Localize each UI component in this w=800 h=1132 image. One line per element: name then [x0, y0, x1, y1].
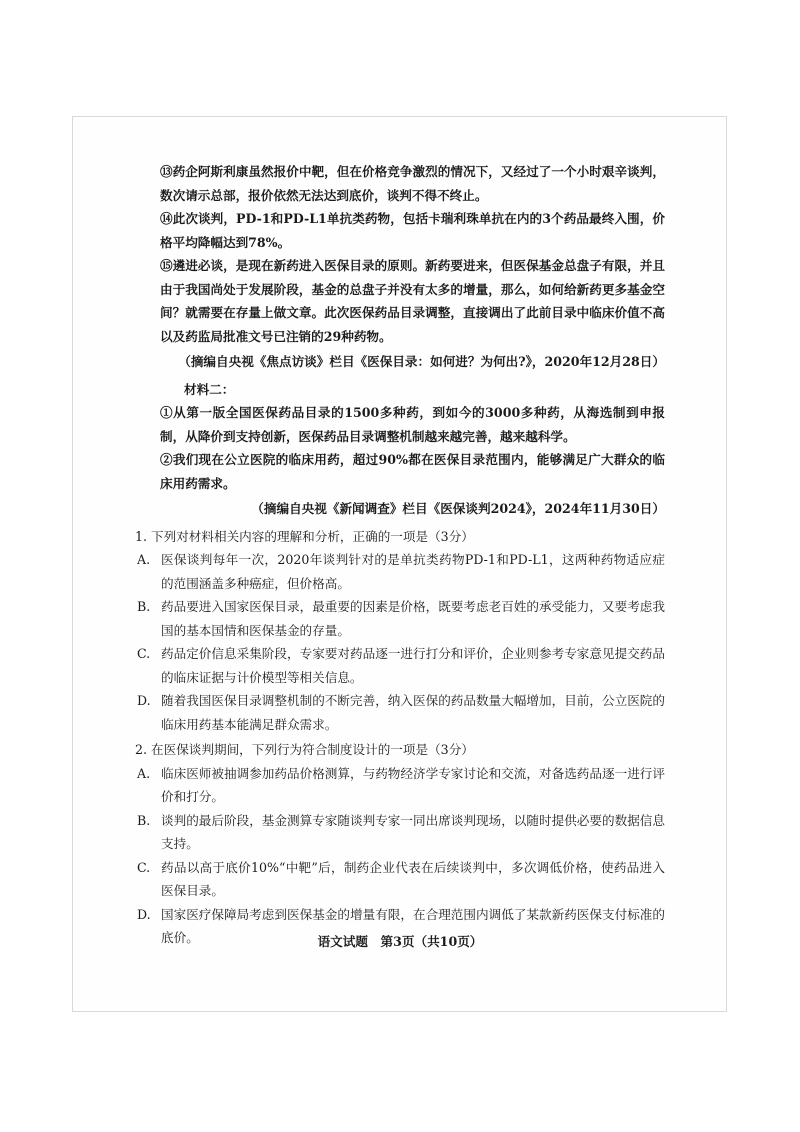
question-2-stem: 2. 在医保谈判期间，下列行为符合制度设计的一项是（3分） — [135, 742, 474, 757]
option-text: 药品要进入国家医保目录，最重要的因素是价格，既要考虑老百姓的承受能力，又要考虑我国的基本国情和医保基金的存量。 — [161, 599, 665, 638]
option-letter: C. — [137, 859, 151, 875]
paragraph-14: ⑭此次谈判，PD-1和PD-L1单抗类药物，包括卡瑞利珠单抗在内的3个药品最终入围，价格平均降幅达到78%。 — [160, 211, 665, 250]
option-text: 国家医疗保障局考虑到医保基金的增量有限，在合理范围内调低了某款新药医保支付标准的底价。 — [161, 906, 665, 945]
option-letter: D. — [137, 906, 151, 922]
question-2-option-c — [137, 856, 665, 903]
option-letter: B. — [137, 812, 151, 828]
material-2-paragraph-2: ②我们现在公立医院的临床用药，超过90%都在医保目录范围内，能够满足广大群众的临床用药需求。 — [160, 452, 665, 491]
source-citation-2: （摘编自央视《新闻调查》栏目《医保谈判2024》，2024年11月30日） — [251, 501, 665, 516]
paragraph-15: ⑮遴进必谈，是现在新药进入医保目录的原则。新药要进来，但医保基金总盘子有限，并且由于我国尚处于发展阶段，基金的总盘子并没有太多的增量，那么，如何给新药更多基金空间？就需要在存量上做文章。此次医保药品目录调整，直接调出了此前目录中临床价值不高以及药监局批准文号已注销的29种药物。 — [160, 258, 665, 344]
option-text: 谈判的最后阶段，基金测算专家随谈判专家一同出席谈判现场，以随时提供必要的数据信息支持。 — [161, 812, 665, 851]
option-letter: B. — [137, 599, 151, 614]
option-text: 药品以高于底价10%“中靶”后，制药企业代表在后续谈判中，多次调低价格，使药品进入医保目录。 — [161, 859, 665, 898]
question-1-option-d — [137, 689, 665, 736]
source-citation-1: （摘编自央视《焦点访谈》栏目《医保目录：如何进？为何出?》，2020年12月28日） — [178, 354, 665, 369]
option-letter: A. — [137, 552, 151, 567]
question-1-option-c — [137, 642, 665, 689]
material-2-paragraph-1: ①从第一版全国医保药品目录的1500多种药，到如今的3000多种药，从海选制到申报制，从降价到支持创新，医保药品目录调整机制越来越完善，越来越科学。 — [160, 405, 665, 444]
question-1-option-a — [137, 548, 665, 595]
material-2-heading: 材料二： — [184, 381, 235, 397]
question-1-option-b — [137, 595, 665, 642]
option-text: 随着我国医保目录调整机制的不断完善，纳入医保的药品数量大幅增加，目前，公立医院的临床用药基本能满足群众需求。 — [161, 693, 665, 732]
question-2-option-a — [137, 762, 665, 809]
option-letter: A. — [137, 765, 151, 781]
question-2-option-b — [137, 809, 665, 856]
paragraph-13: ⑬药企阿斯利康虽然报价中靶，但在价格竞争激烈的情况下，又经过了一个小时艰辛谈判，数次请示总部，报价依然无法达到底价，谈判不得不终止。 — [160, 164, 665, 203]
option-text: 药品定价信息采集阶段，专家要对药品逐一进行打分和评价，企业则参考专家意见提交药品的临床证据与计价模型等相关信息。 — [161, 646, 665, 685]
option-letter: D. — [137, 693, 151, 708]
option-text: 临床医师被抽调参加药品价格测算，与药物经济学专家讨论和交流，对备选药品逐一进行评价和打分。 — [161, 765, 665, 804]
page-footer: 语文试题 第3页（共10页） — [317, 934, 483, 949]
question-1 — [135, 525, 665, 737]
option-text: 医保谈判每年一次，2020年谈判针对的是单抗类药物PD-1和PD-L1，这两种药物适应症的范围涵盖多种癌症，但价格高。 — [161, 552, 665, 591]
page-content — [135, 160, 665, 950]
question-2 — [135, 738, 665, 950]
option-letter: C. — [137, 646, 151, 661]
question-1-stem: 1. 下列对材料相关内容的理解和分析，正确的一项是（3分） — [135, 528, 474, 544]
